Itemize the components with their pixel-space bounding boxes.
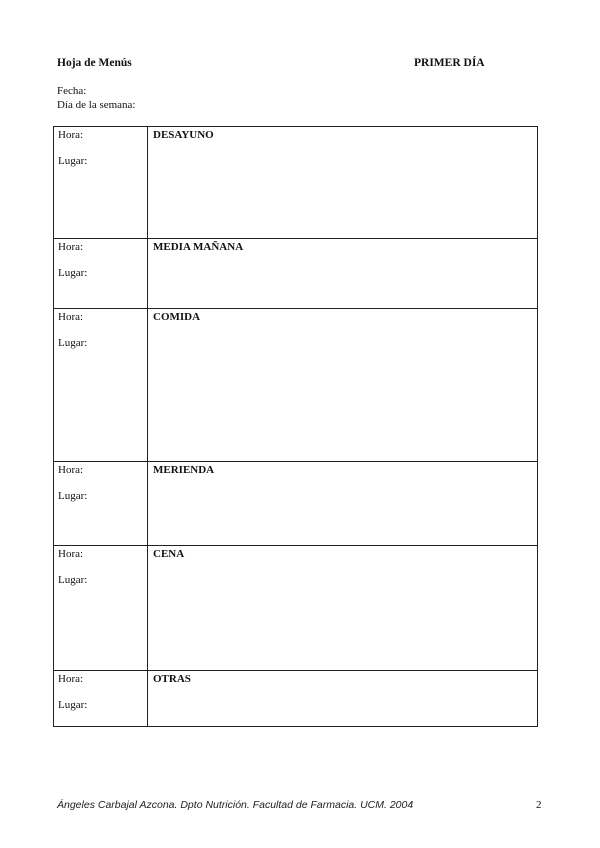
time-place-cell <box>54 239 148 308</box>
menu-row-media-manana <box>54 239 537 309</box>
lugar-label: Lugar: <box>58 490 88 502</box>
lugar-label: Lugar: <box>58 155 88 167</box>
hora-label: Hora: <box>58 241 84 253</box>
meal-title: DESAYUNO <box>153 129 214 141</box>
lugar-label: Lugar: <box>58 337 88 349</box>
menu-row-otras <box>54 671 537 726</box>
document-title: Hoja de Menús <box>57 57 132 69</box>
meal-title: COMIDA <box>153 311 201 323</box>
time-place-cell <box>54 309 148 461</box>
day-heading: PRIMER DÍA <box>414 57 485 69</box>
hora-label: Hora: <box>58 464 84 476</box>
meal-title: OTRAS <box>153 673 191 685</box>
menu-row-merienda <box>54 462 537 546</box>
time-place-cell <box>54 546 148 670</box>
menu-row-cena <box>54 546 537 671</box>
time-place-cell <box>54 462 148 545</box>
hora-label: Hora: <box>58 129 84 141</box>
time-place-cell <box>54 127 148 238</box>
meal-title: CENA <box>153 548 185 560</box>
hora-label: Hora: <box>58 311 84 323</box>
time-place-cell <box>54 671 148 726</box>
page-number: 2 <box>536 799 542 811</box>
lugar-label: Lugar: <box>58 699 88 711</box>
dia-semana-label: Día de la semana: <box>57 99 136 111</box>
fecha-label: Fecha: <box>57 85 87 97</box>
menu-table <box>53 126 538 727</box>
hora-label: Hora: <box>58 673 84 685</box>
lugar-label: Lugar: <box>58 574 88 586</box>
hora-label: Hora: <box>58 548 84 560</box>
menu-row-desayuno <box>54 127 537 239</box>
menu-row-comida <box>54 309 537 462</box>
footer-credit: Ángeles Carbajal Azcona. Dpto Nutrición. Facultad de Farmacia. UCM. 2004 <box>57 799 414 811</box>
meal-title: MEDIA MAÑANA <box>153 241 244 253</box>
meal-title: MERIENDA <box>153 464 215 476</box>
lugar-label: Lugar: <box>58 267 88 279</box>
